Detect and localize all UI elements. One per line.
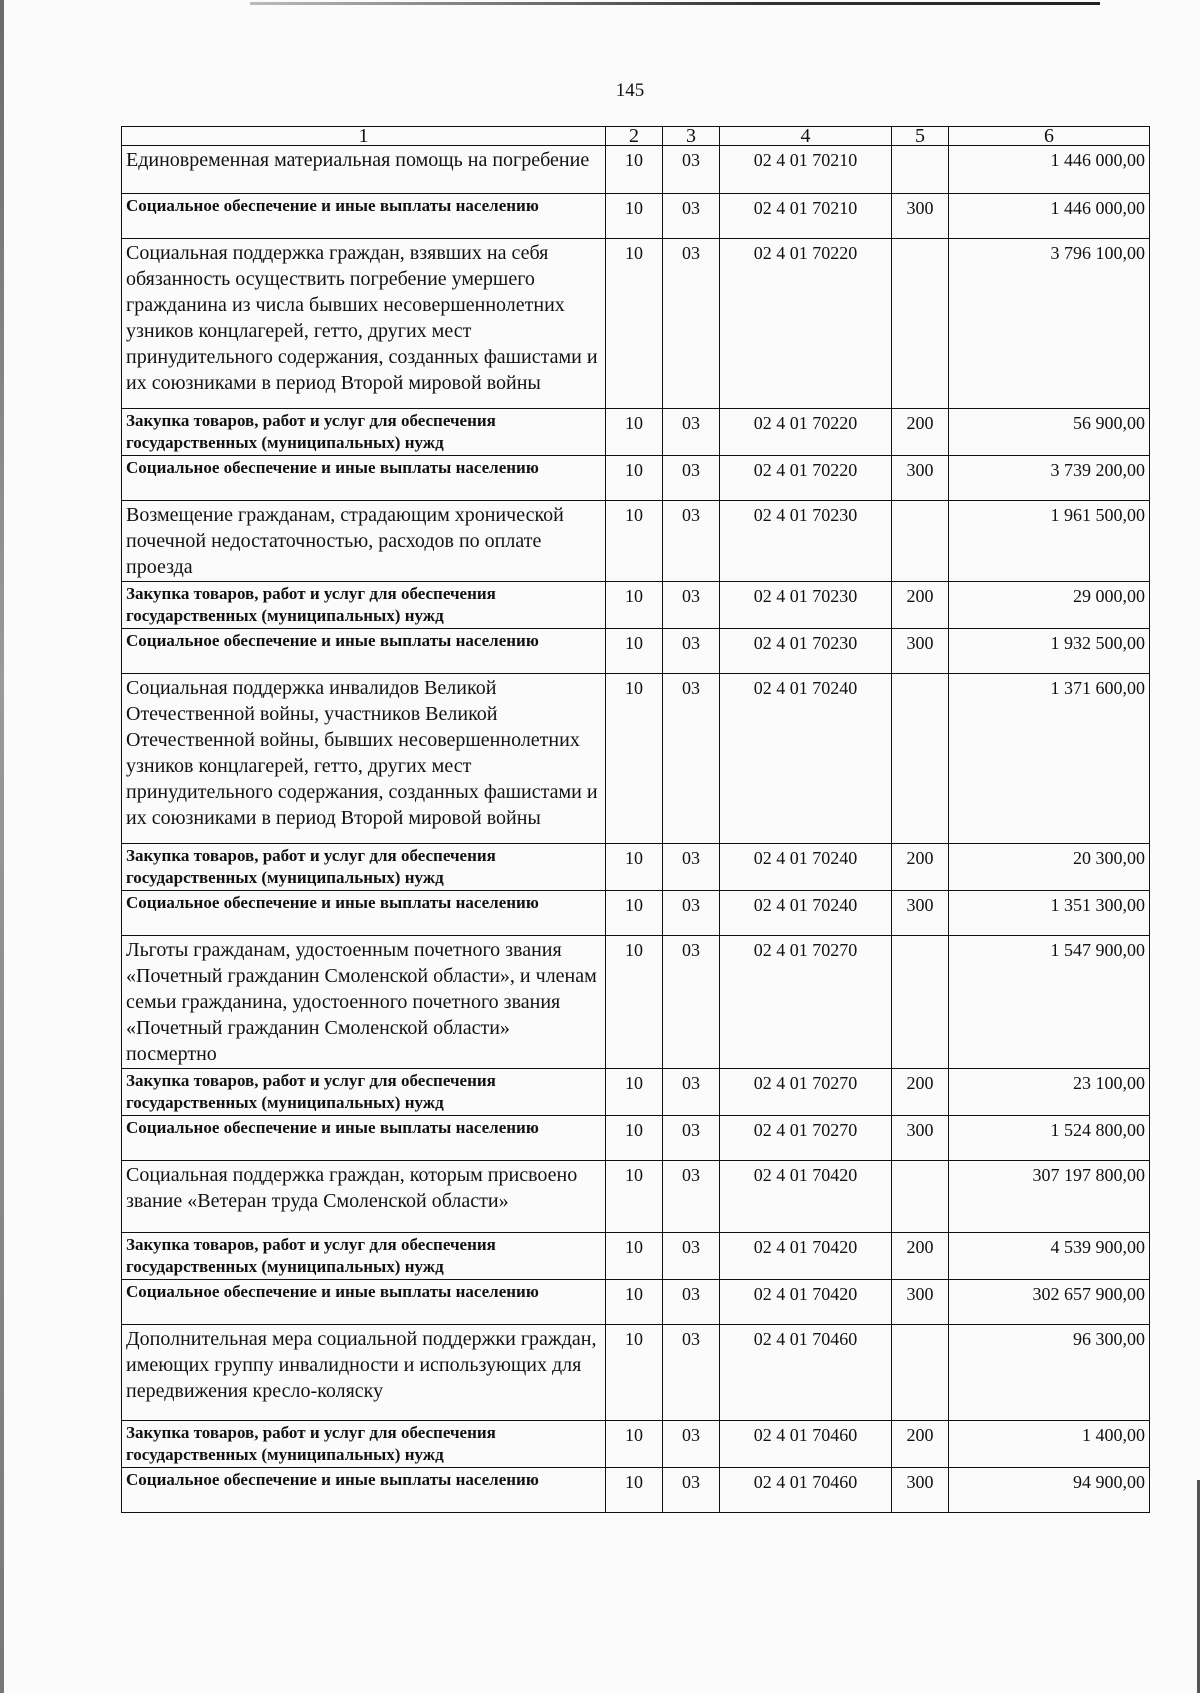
row-name-cell: Дополнительная мера социальной поддержки граждан, имеющих группу инвалидности и использующих для передвижения кресло-коляску — [122, 1325, 606, 1421]
row-amount-cell: 1 547 900,00 — [949, 936, 1150, 1069]
row-subsection-cell: 03 — [663, 1325, 720, 1421]
scan-edge-top — [250, 2, 1100, 5]
row-name-cell: Единовременная материальная помощь на погребение — [122, 146, 606, 194]
row-subsection-cell: 03 — [663, 146, 720, 194]
row-expense-type-cell: 300 — [892, 1280, 949, 1325]
row-name-cell: Социальное обеспечение и иные выплаты населению — [122, 456, 606, 501]
row-section-cell: 10 — [606, 844, 663, 891]
row-expense-type-cell: 300 — [892, 629, 949, 674]
row-name-cell: Возмещение гражданам, страдающим хронической почечной недостаточностью, расходов по оплате проезда — [122, 501, 606, 582]
row-name-cell: Социальное обеспечение и иные выплаты населению — [122, 1468, 606, 1513]
row-target-code-cell: 02 4 01 70210 — [720, 194, 892, 239]
row-target-code-cell: 02 4 01 70220 — [720, 456, 892, 501]
row-name-cell: Закупка товаров, работ и услуг для обеспечения государственных (муниципальных) нужд — [122, 1069, 606, 1116]
table-header-row — [122, 127, 1150, 146]
table-row — [122, 1069, 1150, 1116]
row-section-cell: 10 — [606, 1280, 663, 1325]
row-subsection-cell: 03 — [663, 501, 720, 582]
row-section-cell: 10 — [606, 456, 663, 501]
row-name-cell: Социальное обеспечение и иные выплаты населению — [122, 194, 606, 239]
row-amount-cell: 1 446 000,00 — [949, 146, 1150, 194]
row-subsection-cell: 03 — [663, 1280, 720, 1325]
row-subsection-cell: 03 — [663, 844, 720, 891]
row-target-code-cell: 02 4 01 70220 — [720, 239, 892, 409]
header-col-2: 2 — [606, 127, 663, 146]
row-name-cell: Социальная поддержка граждан, взявших на себя обязанность осуществить погребение умершего гражданина из числа бывших несовершеннолетних узников концлагерей, гетто, других мест принудительного содержания, созданных фашистами и их союзниками в период Второй мировой войны — [122, 239, 606, 409]
row-expense-type-cell: 200 — [892, 1069, 949, 1116]
row-subsection-cell: 03 — [663, 456, 720, 501]
header-col-3: 3 — [663, 127, 720, 146]
table-row — [122, 1280, 1150, 1325]
row-expense-type-cell: 300 — [892, 1116, 949, 1161]
row-section-cell: 10 — [606, 409, 663, 456]
row-expense-type-cell: 300 — [892, 891, 949, 936]
row-amount-cell: 302 657 900,00 — [949, 1280, 1150, 1325]
row-amount-cell: 29 000,00 — [949, 582, 1150, 629]
header-col-1: 1 — [122, 127, 606, 146]
row-name-cell: Социальное обеспечение и иные выплаты населению — [122, 891, 606, 936]
row-section-cell: 10 — [606, 891, 663, 936]
row-amount-cell: 1 961 500,00 — [949, 501, 1150, 582]
row-target-code-cell: 02 4 01 70460 — [720, 1468, 892, 1513]
row-expense-type-cell: 300 — [892, 1468, 949, 1513]
row-amount-cell: 1 351 300,00 — [949, 891, 1150, 936]
table-row — [122, 936, 1150, 1069]
row-expense-type-cell — [892, 1161, 949, 1233]
row-expense-type-cell — [892, 1325, 949, 1421]
table-row — [122, 456, 1150, 501]
budget-table — [121, 126, 1150, 1513]
row-subsection-cell: 03 — [663, 1421, 720, 1468]
table-row — [122, 1468, 1150, 1513]
row-expense-type-cell — [892, 501, 949, 582]
table-row — [122, 582, 1150, 629]
row-name-cell: Социальная поддержка граждан, которым присвоено звание «Ветеран труда Смоленской области» — [122, 1161, 606, 1233]
row-amount-cell: 3 739 200,00 — [949, 456, 1150, 501]
row-amount-cell: 4 539 900,00 — [949, 1233, 1150, 1280]
header-col-5: 5 — [892, 127, 949, 146]
row-amount-cell: 1 446 000,00 — [949, 194, 1150, 239]
header-col-6: 6 — [949, 127, 1150, 146]
scan-edge-left — [0, 0, 4, 1693]
row-section-cell: 10 — [606, 1069, 663, 1116]
row-subsection-cell: 03 — [663, 239, 720, 409]
row-name-cell: Закупка товаров, работ и услуг для обеспечения государственных (муниципальных) нужд — [122, 582, 606, 629]
table-row — [122, 239, 1150, 409]
header-col-4: 4 — [720, 127, 892, 146]
row-section-cell: 10 — [606, 582, 663, 629]
row-target-code-cell: 02 4 01 70460 — [720, 1421, 892, 1468]
row-subsection-cell: 03 — [663, 1468, 720, 1513]
row-subsection-cell: 03 — [663, 936, 720, 1069]
row-section-cell: 10 — [606, 1468, 663, 1513]
row-name-cell: Закупка товаров, работ и услуг для обеспечения государственных (муниципальных) нужд — [122, 1233, 606, 1280]
row-amount-cell: 23 100,00 — [949, 1069, 1150, 1116]
row-expense-type-cell: 200 — [892, 1421, 949, 1468]
table-row — [122, 844, 1150, 891]
row-expense-type-cell — [892, 674, 949, 844]
row-section-cell: 10 — [606, 1325, 663, 1421]
table-row — [122, 146, 1150, 194]
row-target-code-cell: 02 4 01 70420 — [720, 1161, 892, 1233]
row-amount-cell: 1 932 500,00 — [949, 629, 1150, 674]
row-subsection-cell: 03 — [663, 409, 720, 456]
row-section-cell: 10 — [606, 629, 663, 674]
row-amount-cell: 307 197 800,00 — [949, 1161, 1150, 1233]
row-target-code-cell: 02 4 01 70420 — [720, 1280, 892, 1325]
row-expense-type-cell: 200 — [892, 844, 949, 891]
table-row — [122, 501, 1150, 582]
row-name-cell: Закупка товаров, работ и услуг для обеспечения государственных (муниципальных) нужд — [122, 409, 606, 456]
row-name-cell: Закупка товаров, работ и услуг для обеспечения государственных (муниципальных) нужд — [122, 1421, 606, 1468]
row-amount-cell: 94 900,00 — [949, 1468, 1150, 1513]
row-section-cell: 10 — [606, 1421, 663, 1468]
row-target-code-cell: 02 4 01 70240 — [720, 891, 892, 936]
table-row — [122, 1161, 1150, 1233]
table-row — [122, 409, 1150, 456]
row-expense-type-cell: 300 — [892, 194, 949, 239]
row-expense-type-cell — [892, 936, 949, 1069]
page-number: 145 — [615, 80, 645, 101]
row-subsection-cell: 03 — [663, 194, 720, 239]
row-target-code-cell: 02 4 01 70230 — [720, 582, 892, 629]
row-subsection-cell: 03 — [663, 674, 720, 844]
row-name-cell: Социальное обеспечение и иные выплаты населению — [122, 629, 606, 674]
row-section-cell: 10 — [606, 936, 663, 1069]
row-subsection-cell: 03 — [663, 1069, 720, 1116]
row-target-code-cell: 02 4 01 70270 — [720, 1116, 892, 1161]
row-expense-type-cell — [892, 239, 949, 409]
row-name-cell: Социальное обеспечение и иные выплаты населению — [122, 1280, 606, 1325]
row-amount-cell: 1 524 800,00 — [949, 1116, 1150, 1161]
row-subsection-cell: 03 — [663, 582, 720, 629]
row-name-cell: Социальное обеспечение и иные выплаты населению — [122, 1116, 606, 1161]
table-row — [122, 674, 1150, 844]
row-section-cell: 10 — [606, 1233, 663, 1280]
row-expense-type-cell: 300 — [892, 456, 949, 501]
row-subsection-cell: 03 — [663, 1116, 720, 1161]
row-target-code-cell: 02 4 01 70220 — [720, 409, 892, 456]
row-section-cell: 10 — [606, 1116, 663, 1161]
table-row — [122, 194, 1150, 239]
row-amount-cell: 20 300,00 — [949, 844, 1150, 891]
row-expense-type-cell: 200 — [892, 409, 949, 456]
row-section-cell: 10 — [606, 239, 663, 409]
row-subsection-cell: 03 — [663, 629, 720, 674]
row-target-code-cell: 02 4 01 70270 — [720, 1069, 892, 1116]
row-target-code-cell: 02 4 01 70230 — [720, 629, 892, 674]
table-row — [122, 1233, 1150, 1280]
row-subsection-cell: 03 — [663, 1161, 720, 1233]
row-section-cell: 10 — [606, 1161, 663, 1233]
row-name-cell: Социальная поддержка инвалидов Великой Отечественной войны, участников Великой Отечественной войны, бывших несовершеннолетних узников концлагерей, гетто, других мест принудительного содержания, созданных фашистами и их союзниками в период Второй мировой войны — [122, 674, 606, 844]
row-target-code-cell: 02 4 01 70420 — [720, 1233, 892, 1280]
table-row — [122, 1421, 1150, 1468]
row-target-code-cell: 02 4 01 70210 — [720, 146, 892, 194]
row-target-code-cell: 02 4 01 70460 — [720, 1325, 892, 1421]
row-target-code-cell: 02 4 01 70230 — [720, 501, 892, 582]
row-expense-type-cell — [892, 146, 949, 194]
row-amount-cell: 3 796 100,00 — [949, 239, 1150, 409]
row-subsection-cell: 03 — [663, 891, 720, 936]
row-amount-cell: 96 300,00 — [949, 1325, 1150, 1421]
row-amount-cell: 1 400,00 — [949, 1421, 1150, 1468]
table-row — [122, 1116, 1150, 1161]
row-section-cell: 10 — [606, 146, 663, 194]
row-name-cell: Льготы гражданам, удостоенным почетного звания «Почетный гражданин Смоленской области», и членам семьи гражданина, удостоенного почетного звания «Почетный гражданин Смоленской области» посмертно — [122, 936, 606, 1069]
row-section-cell: 10 — [606, 194, 663, 239]
row-name-cell: Закупка товаров, работ и услуг для обеспечения государственных (муниципальных) нужд — [122, 844, 606, 891]
row-expense-type-cell: 200 — [892, 1233, 949, 1280]
row-section-cell: 10 — [606, 501, 663, 582]
table-row — [122, 629, 1150, 674]
row-amount-cell: 56 900,00 — [949, 409, 1150, 456]
table-row — [122, 891, 1150, 936]
table-row — [122, 1325, 1150, 1421]
row-expense-type-cell: 200 — [892, 582, 949, 629]
row-section-cell: 10 — [606, 674, 663, 844]
row-subsection-cell: 03 — [663, 1233, 720, 1280]
row-target-code-cell: 02 4 01 70240 — [720, 844, 892, 891]
row-amount-cell: 1 371 600,00 — [949, 674, 1150, 844]
row-target-code-cell: 02 4 01 70240 — [720, 674, 892, 844]
row-target-code-cell: 02 4 01 70270 — [720, 936, 892, 1069]
